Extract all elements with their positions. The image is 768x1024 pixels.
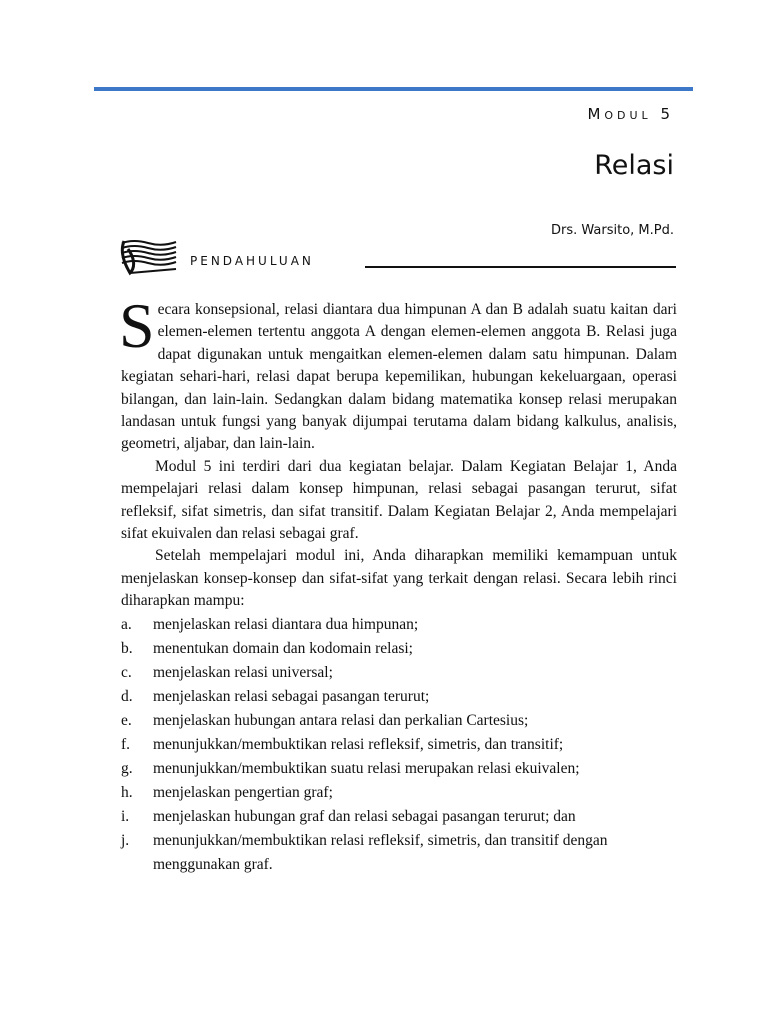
list-item-text: menjelaskan relasi sebagai pasangan terurut;: [153, 687, 430, 705]
list-item: [121, 781, 677, 805]
intro-paragraph-1: [119, 290, 677, 456]
intro-paragraph-3: Setelah mempelajari modul ini, Anda diharapkan memiliki kemampuan untuk menjelaskan konsep-konsep dan sifat-sifat yang terkait dengan relasi. Secara lebih rinci diharapkan mampu:: [121, 547, 677, 610]
header-accent-rule: [94, 87, 693, 91]
list-item-text: menjelaskan hubungan graf dan relasi sebagai pasangan terurut; dan: [153, 807, 576, 825]
section-heading-rule: [365, 266, 676, 268]
list-marker: c.: [121, 663, 132, 681]
intro-content: [119, 290, 677, 877]
list-marker: e.: [121, 711, 132, 729]
list-item-text: menjelaskan pengertian graf;: [153, 783, 333, 801]
list-marker: b.: [121, 639, 133, 657]
list-marker: d.: [121, 687, 133, 705]
list-item-text: menjelaskan hubungan antara relasi dan perkalian Cartesius;: [153, 711, 529, 729]
drop-cap: S: [119, 290, 155, 361]
list-marker: a.: [121, 615, 132, 633]
learning-objectives-list: [121, 613, 677, 877]
list-item-text: menunjukkan/membuktikan relasi refleksif, simetris, dan transitif;: [153, 735, 564, 753]
list-item: [121, 829, 677, 877]
list-marker: f.: [121, 735, 131, 753]
author-name: Drs. Warsito, M.Pd.: [551, 223, 674, 238]
list-marker: j.: [121, 831, 130, 849]
list-marker: g.: [121, 759, 133, 777]
chapter-title: Relasi: [594, 150, 674, 181]
list-item-text: menjelaskan relasi universal;: [153, 663, 333, 681]
list-item: [121, 805, 677, 829]
section-heading: PENDAHULUAN: [190, 254, 314, 268]
list-item: [121, 613, 677, 637]
list-item-text: menunjukkan/membuktikan relasi refleksif, simetris, dan transitif dengan menggunakan graf.: [153, 831, 608, 873]
list-item-text: menentukan domain dan kodomain relasi;: [153, 639, 413, 657]
list-item: [121, 685, 677, 709]
list-item: [121, 709, 677, 733]
intro-paragraph-2: Modul 5 ini terdiri dari dua kegiatan belajar. Dalam Kegiatan Belajar 1, Anda mempelajari relasi dalam konsep himpunan, relasi sebagai pasangan terurut, sifat refleksif, sifat simetris, dan sifat transitif. Dalam Kegiatan Belajar 2, Anda mempelajari sifat ekuivalen dan relasi sebagai graf.: [121, 457, 677, 543]
book-pages-icon: [118, 237, 178, 277]
intro-paragraph-1-text: ecara konsepsional, relasi diantara dua himpunan A dan B adalah suatu kaitan dari elemen-elemen tertentu anggota A dengan elemen-elemen anggota B. Relasi juga dapat digunakan untuk mengaitkan elemen-elemen dalam satu himpunan. Dalam kegiatan sehari-hari, relasi dapat berupa kepemilikan, hubungan kekeluargaan, operasi bilangan, dan lain-lain. Sedangkan dalam bidang matematika konsep relasi merupakan landasan untuk fungsi yang banyak dijumpai terutama dalam bidang kalkulus, analisis, geometri, aljabar, dan lain-lain.: [121, 301, 677, 453]
module-label: Modul 5: [587, 105, 674, 123]
list-marker: i.: [121, 807, 130, 825]
list-item-text: menjelaskan relasi diantara dua himpunan;: [153, 615, 419, 633]
list-marker: h.: [121, 783, 133, 801]
list-item-text: menunjukkan/membuktikan suatu relasi merupakan relasi ekuivalen;: [153, 759, 580, 777]
list-item: [121, 637, 677, 661]
list-item: [121, 661, 677, 685]
list-item: [121, 733, 677, 757]
list-item: [121, 757, 677, 781]
